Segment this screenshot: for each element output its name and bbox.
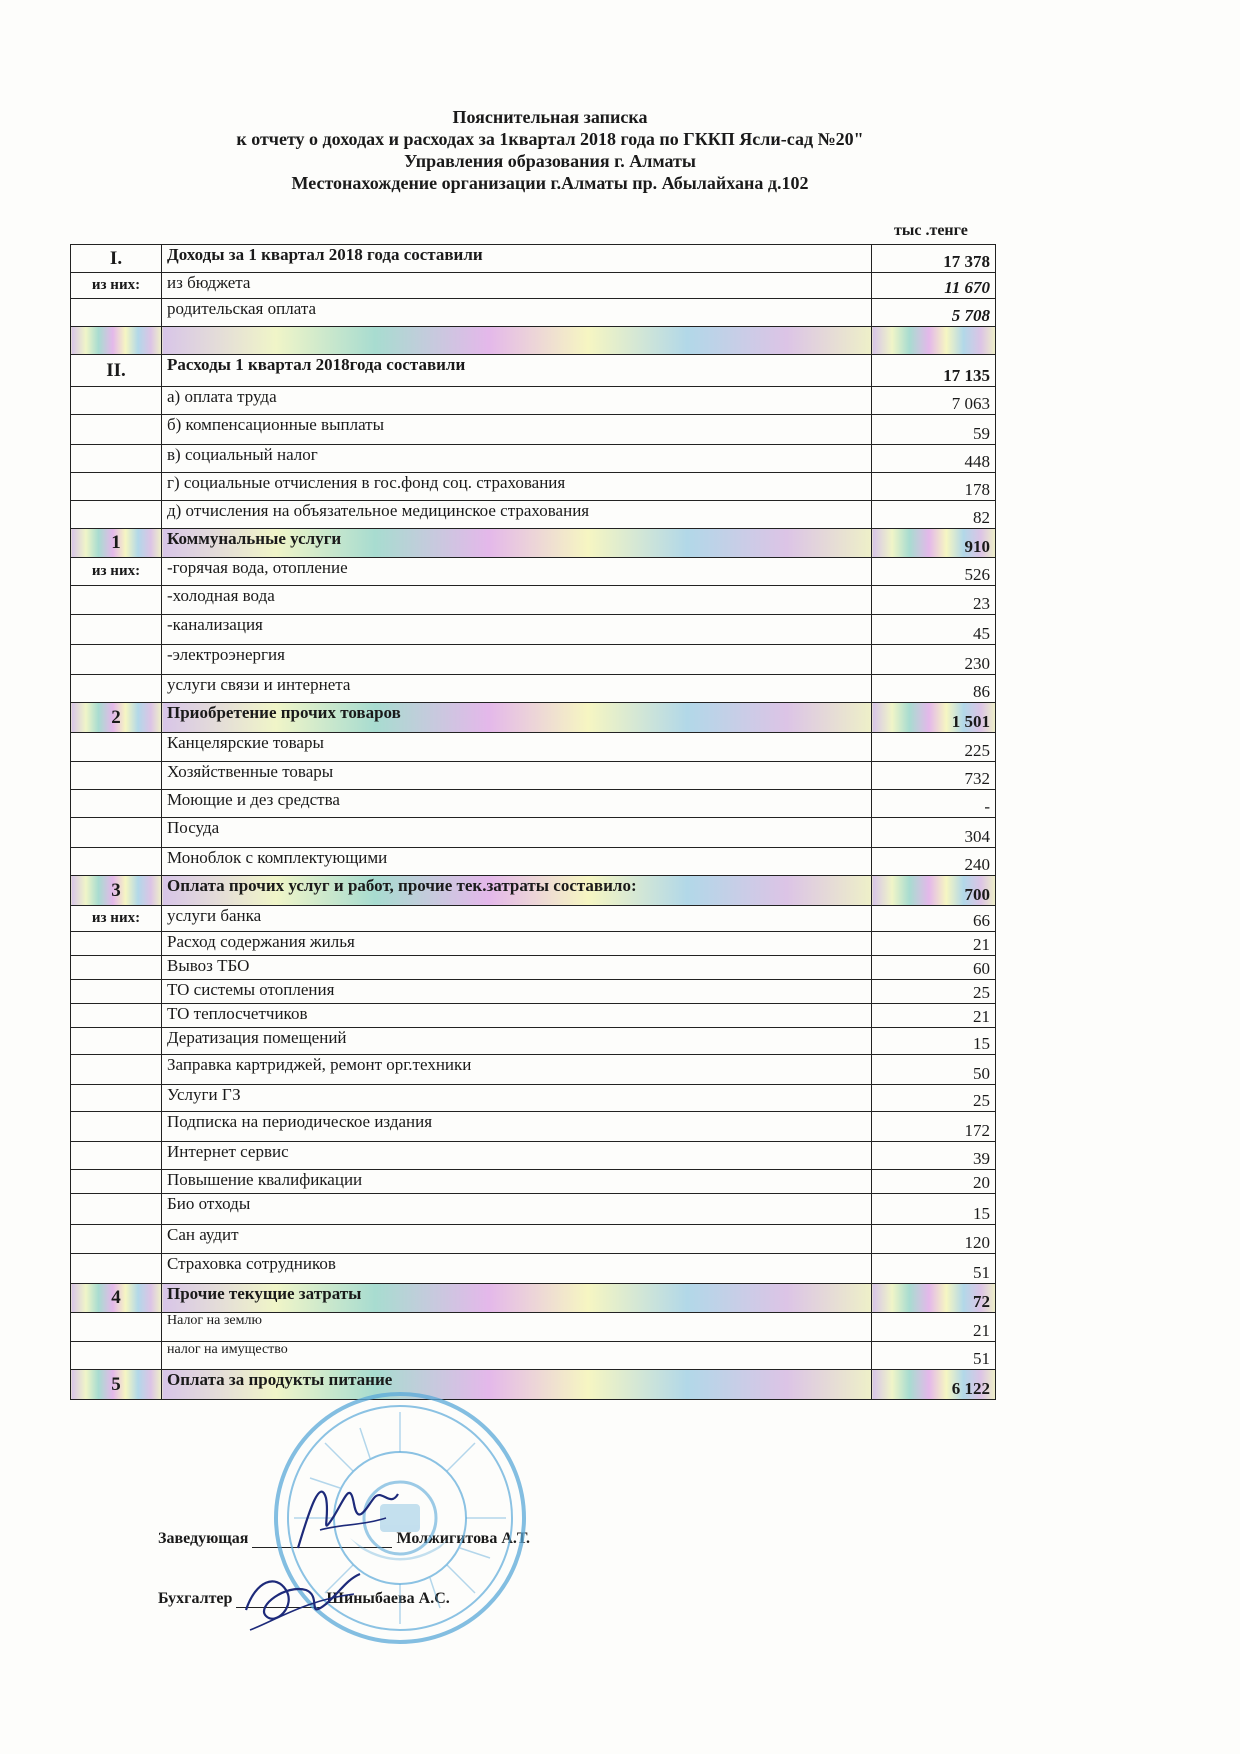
table-row <box>71 1055 996 1085</box>
row-number <box>71 1112 162 1142</box>
row-number <box>71 615 162 645</box>
row-value: 178 <box>872 473 996 501</box>
row-description: Вывоз ТБО <box>162 956 872 980</box>
row-value: 732 <box>872 762 996 790</box>
row-number <box>71 645 162 675</box>
row-description: Интернет сервис <box>162 1142 872 1170</box>
row-value: 5 708 <box>872 299 996 327</box>
row-number: 4 <box>71 1284 162 1313</box>
row-value: 66 <box>872 906 996 932</box>
row-value: 21 <box>872 1313 996 1342</box>
row-description: Оплата прочих услуг и работ, прочие тек.затраты составило: <box>162 876 872 906</box>
table-row <box>71 733 996 762</box>
row-number <box>71 1055 162 1085</box>
row-value: 51 <box>872 1342 996 1370</box>
row-value: 230 <box>872 645 996 675</box>
row-value: 11 670 <box>872 273 996 299</box>
row-description: -канализация <box>162 615 872 645</box>
row-description: налог на имущество <box>162 1342 872 1370</box>
row-value: 23 <box>872 586 996 615</box>
row-description: Расходы 1 квартал 2018года составили <box>162 355 872 387</box>
row-number: II. <box>71 355 162 387</box>
table-row <box>71 675 996 703</box>
report-table <box>70 244 996 1400</box>
table-row <box>71 327 996 355</box>
row-description: родительская оплата <box>162 299 872 327</box>
table-row <box>71 645 996 675</box>
row-number <box>71 299 162 327</box>
table-row <box>71 415 996 445</box>
row-number <box>71 733 162 762</box>
row-value: 304 <box>872 818 996 848</box>
row-number <box>71 956 162 980</box>
table-row <box>71 1370 996 1400</box>
row-number <box>71 675 162 703</box>
report-table-body <box>71 245 996 1400</box>
row-number <box>71 586 162 615</box>
table-row <box>71 762 996 790</box>
row-number <box>71 1085 162 1112</box>
row-description: -электроэнергия <box>162 645 872 675</box>
row-number <box>71 473 162 501</box>
header-department: Управления образования г. Алматы <box>404 151 696 171</box>
row-number <box>71 818 162 848</box>
row-number <box>71 848 162 876</box>
row-description: Оплата за продукты питание <box>162 1370 872 1400</box>
table-row <box>71 558 996 586</box>
row-description: Прочие текущие затраты <box>162 1284 872 1313</box>
table-row <box>71 1170 996 1194</box>
row-description: Сан аудит <box>162 1225 872 1254</box>
head-signature-icon <box>290 1468 410 1558</box>
accountant-name: Шиныбаева А.С. <box>326 1590 450 1607</box>
row-value: 45 <box>872 615 996 645</box>
row-number <box>71 445 162 473</box>
row-description: Услуги ГЗ <box>162 1085 872 1112</box>
table-row <box>71 980 996 1004</box>
row-description: услуги связи и интернета <box>162 675 872 703</box>
row-description: в) социальный налог <box>162 445 872 473</box>
row-value: 6 122 <box>872 1370 996 1400</box>
table-row <box>71 703 996 733</box>
row-value: 39 <box>872 1142 996 1170</box>
table-row <box>71 876 996 906</box>
row-description: Страховка сотрудников <box>162 1254 872 1284</box>
table-row <box>71 848 996 876</box>
row-description: Моноблок с комплектующими <box>162 848 872 876</box>
row-description: д) отчисления на объязательное медицинское страхования <box>162 501 872 529</box>
row-number <box>71 387 162 415</box>
table-row <box>71 932 996 956</box>
head-title: Заведующая <box>158 1530 249 1547</box>
row-value: 17 378 <box>872 245 996 273</box>
row-description: Моющие и дез средства <box>162 790 872 818</box>
row-number: I. <box>71 245 162 273</box>
row-value: 910 <box>872 529 996 558</box>
row-value: 172 <box>872 1112 996 1142</box>
row-number <box>71 762 162 790</box>
row-number <box>71 415 162 445</box>
row-value: 86 <box>872 675 996 703</box>
row-number <box>71 1225 162 1254</box>
row-number: 2 <box>71 703 162 733</box>
row-value: 50 <box>872 1055 996 1085</box>
row-value: 21 <box>872 932 996 956</box>
row-number <box>71 932 162 956</box>
row-value: 21 <box>872 1004 996 1028</box>
row-value: 240 <box>872 848 996 876</box>
row-description: ТО теплосчетчиков <box>162 1004 872 1028</box>
row-description: Посуда <box>162 818 872 848</box>
row-number <box>71 790 162 818</box>
table-row <box>71 355 996 387</box>
row-value: 7 063 <box>872 387 996 415</box>
row-description: Доходы за 1 квартал 2018 года составили <box>162 245 872 273</box>
row-number: из них: <box>71 273 162 299</box>
table-row <box>71 1142 996 1170</box>
row-value: 51 <box>872 1254 996 1284</box>
row-number: из них: <box>71 558 162 586</box>
header-title: Пояснительная записка <box>452 107 648 127</box>
row-value: 1 501 <box>872 703 996 733</box>
row-value: 448 <box>872 445 996 473</box>
row-number <box>71 1170 162 1194</box>
row-description: -холодная вода <box>162 586 872 615</box>
table-row <box>71 615 996 645</box>
row-value: 25 <box>872 1085 996 1112</box>
row-number <box>71 1254 162 1284</box>
table-row <box>71 529 996 558</box>
header-address: Местонахождение организации г.Алматы пр. Абылайхана д.102 <box>291 173 809 193</box>
row-description: Канцелярские товары <box>162 733 872 762</box>
row-description: ТО системы отопления <box>162 980 872 1004</box>
header-subtitle: к отчету о доходах и расходах за 1квартал 2018 года по ГККП Ясли-сад №20" <box>236 129 864 149</box>
table-row <box>71 1028 996 1055</box>
row-description: б) компенсационные выплаты <box>162 415 872 445</box>
row-value: 17 135 <box>872 355 996 387</box>
row-number <box>71 1342 162 1370</box>
row-number <box>71 1028 162 1055</box>
document-header <box>0 106 1100 194</box>
table-row <box>71 906 996 932</box>
row-value: 60 <box>872 956 996 980</box>
row-description: Приобретение прочих товаров <box>162 703 872 733</box>
row-description: услуги банка <box>162 906 872 932</box>
table-row <box>71 1225 996 1254</box>
row-value: - <box>872 790 996 818</box>
row-description: г) социальные отчисления в гос.фонд соц. страхования <box>162 473 872 501</box>
row-description: Хозяйственные товары <box>162 762 872 790</box>
row-description: Био отходы <box>162 1194 872 1225</box>
row-value: 526 <box>872 558 996 586</box>
accountant-signature-icon <box>236 1560 376 1640</box>
table-row <box>71 1284 996 1313</box>
table-row <box>71 1313 996 1342</box>
row-number <box>71 327 162 355</box>
row-number <box>71 1313 162 1342</box>
row-value: 225 <box>872 733 996 762</box>
row-description: Дератизация помещений <box>162 1028 872 1055</box>
row-description: Коммунальные услуги <box>162 529 872 558</box>
row-description: -горячая вода, отопление <box>162 558 872 586</box>
row-value <box>872 327 996 355</box>
row-value: 72 <box>872 1284 996 1313</box>
table-row <box>71 299 996 327</box>
row-number <box>71 980 162 1004</box>
currency-unit: тыс .тенге <box>894 222 968 239</box>
row-value: 120 <box>872 1225 996 1254</box>
row-number: 3 <box>71 876 162 906</box>
accountant-title: Бухгалтер <box>158 1590 233 1607</box>
row-value: 82 <box>872 501 996 529</box>
row-number <box>71 1142 162 1170</box>
table-row <box>71 790 996 818</box>
row-description: Подписка на периодическое издания <box>162 1112 872 1142</box>
row-value: 20 <box>872 1170 996 1194</box>
row-value: 59 <box>872 415 996 445</box>
row-number: из них: <box>71 906 162 932</box>
row-description <box>162 327 872 355</box>
row-description: из бюджета <box>162 273 872 299</box>
row-number: 1 <box>71 529 162 558</box>
row-value: 15 <box>872 1028 996 1055</box>
table-row <box>71 1112 996 1142</box>
table-row <box>71 818 996 848</box>
row-description: Заправка картриджей, ремонт орг.техники <box>162 1055 872 1085</box>
table-row <box>71 1004 996 1028</box>
row-value: 15 <box>872 1194 996 1225</box>
table-row <box>71 1254 996 1284</box>
row-description: Повышение квалификации <box>162 1170 872 1194</box>
row-value: 25 <box>872 980 996 1004</box>
row-description: Расход содержания жилья <box>162 932 872 956</box>
table-row <box>71 586 996 615</box>
row-description: Налог на землю <box>162 1313 872 1342</box>
table-row <box>71 473 996 501</box>
table-row <box>71 445 996 473</box>
row-number <box>71 501 162 529</box>
row-description: а) оплата труда <box>162 387 872 415</box>
row-number <box>71 1004 162 1028</box>
table-row <box>71 1194 996 1225</box>
table-row <box>71 956 996 980</box>
row-number: 5 <box>71 1370 162 1400</box>
row-value: 700 <box>872 876 996 906</box>
head-name: Молжигитова А.Т. <box>396 1530 530 1547</box>
row-number <box>71 1194 162 1225</box>
table-row <box>71 1342 996 1370</box>
table-row <box>71 273 996 299</box>
table-row <box>71 387 996 415</box>
table-row <box>71 1085 996 1112</box>
table-row <box>71 501 996 529</box>
table-row <box>71 245 996 273</box>
